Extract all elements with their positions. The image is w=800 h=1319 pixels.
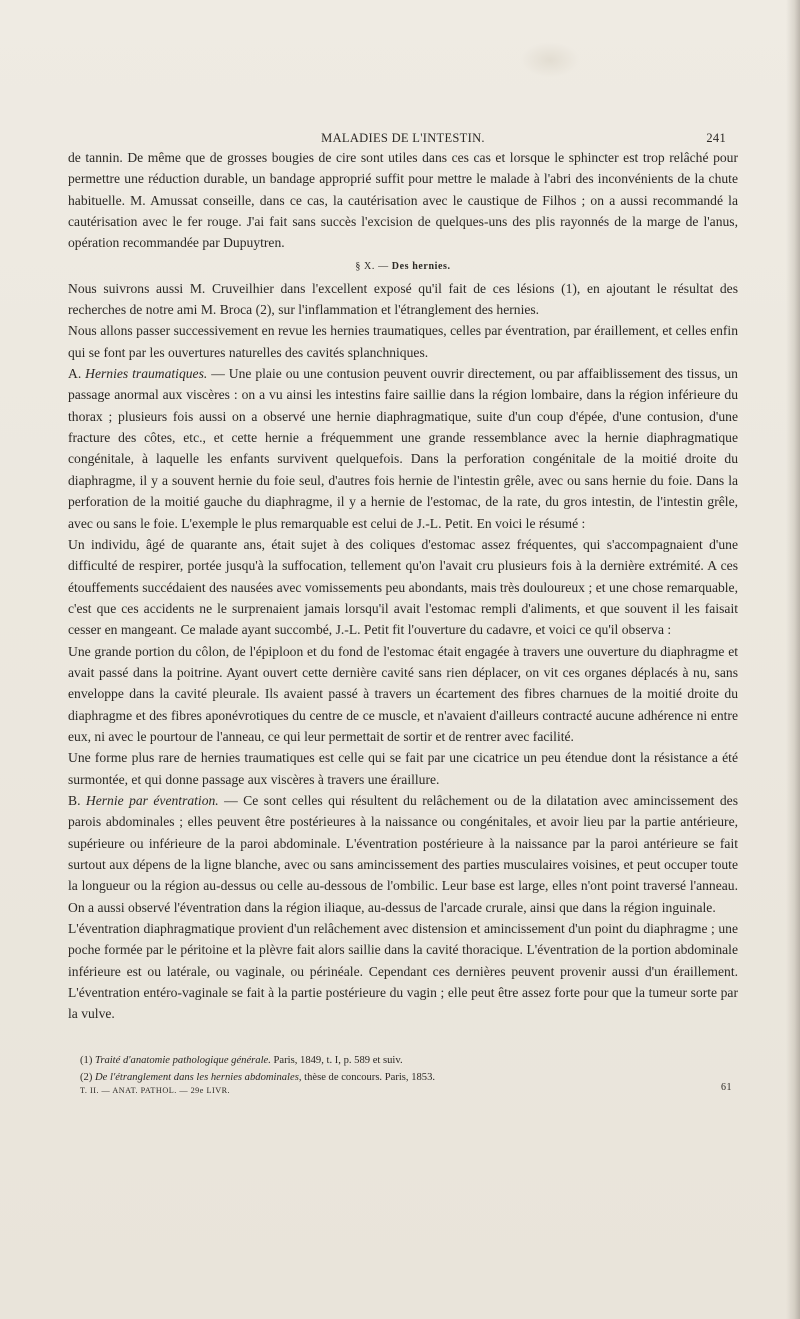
- paragraph-2: Nous suivrons aussi M. Cruveilhier dans l'excellent exposé qu'il fait de ces lésions (1), en ajoutant le résultat des recherches de notre ami M. Broca (2), sur l'inflammation et l'étranglement des hernies.: [68, 280, 738, 318]
- paragraph-8-text: — Ce sont celles qui résultent du relâchement ou de la dilatation avec amincissement des parois abdominales ; elles peuvent être postérieures à la naissance ou congénitales, et avoir lieu par la partie antérieure, supérieure ou inférieure de la paroi abdominale. L'éventration postérieure à la naissance par la paroi antérieure se fait surtout aux dépens de la ligne blanche, avec ou sans amincissement des parties musculaires voisines, et peut occuper toute la longueur ou la région au-dessus ou celle au-dessous de l'ombilic. Leur base est large, elles n'ont point traversé l'anneau. On a aussi observé l'éventration dans la région iliaque, au-dessus de l'arcade crurale, ainsi que dans la région inguinale.: [68, 792, 738, 915]
- paragraph-4: [68, 363, 738, 534]
- footnote-1: [80, 1052, 720, 1069]
- footnote-1-title: Traité d'anatomie pathologique générale.: [95, 1055, 271, 1066]
- section-heading-title: Des hernies.: [391, 260, 451, 272]
- sheet-number: 61: [721, 1082, 732, 1093]
- running-head: MALADIES DE L'INTESTIN.: [321, 131, 485, 145]
- paper-stain: [520, 42, 580, 78]
- paragraph-5: Un individu, âgé de quarante ans, était sujet à des coliques d'estomac assez fréquentes, qui s'accompagnaient d'une difficulté de respirer, portée jusqu'à la suffocation, tellement qu'on l'avait cru plusieurs fois à la dernière extrémité. A ces étouffements succédaient des nausées avec vomissements peu abondants, mais très douloureux ; et une chose remarquable, c'est que ces accidents ne le surprenaient jamais lorsqu'il avait l'estomac rempli d'aliments, et que souvent il les faisait cesser en mangeant. Ce malade ayant succombé, J.-L. Petit fit l'ouverture du cadavre, et voici ce qu'il observa :: [68, 536, 738, 638]
- paragraph-9: L'éventration diaphragmatique provient d'un relâchement avec distension et amincissement d'un point du diaphragme ; une poche formée par le péritoine et la plèvre fait alors saillie dans la cavité thoracique. L'éventration de la portion abdominale inférieure est ou latérale, ou vaginale, ou périnéale. Cependant ces dernières peuvent provenir aussi d'un éraillement. L'éventration entéro-vaginale se fait à la partie postérieure du vagin ; elle peut être assez forte pour que la tumeur sorte par la vulve.: [68, 921, 738, 1022]
- paragraph-8-label: B.: [68, 792, 81, 808]
- subhead-hernies-traumatiques: Hernies traumatiques.: [85, 366, 208, 382]
- paragraph-6: Une grande portion du côlon, de l'épiploon et du fond de l'estomac était engagée à travers une ouverture du diaphragme et avait passé dans la poitrine. Ayant ouvert cette dernière cavité sans rien déplacer, on vit ces organes déplacés à nu, sans enveloppe dans la cavité pleurale. Ils avaient passé à travers un écartement des fibres charnues de la moitié droite du diaphragme et des fibres aponévrotiques du centre de ce muscle, et n'avaient d'ailleurs contracté aucune adhérence ni entre eux, ni avec le pourtour de l'anneau, ce qui leur permettait de sortir et de rentrer avec facilité.: [68, 643, 738, 744]
- footnote-2: [80, 1069, 720, 1086]
- paragraph-3: Nous allons passer successivement en revue les hernies traumatiques, celles par éventration, par éraillement, et celles enfin qui se font par les ouvertures naturelles des cavités splanchniques.: [68, 323, 738, 360]
- footnote-1-number: (1): [80, 1055, 93, 1066]
- signature-text: T. II. — ANAT. PATHOL. — 29e LIVR.: [80, 1086, 231, 1095]
- section-heading-prefix: § X. —: [355, 260, 389, 272]
- subhead-hernie-eventration: Hernie par éventration.: [85, 792, 219, 808]
- footnote-2-title: De l'étranglement dans les hernies abdominales,: [95, 1072, 302, 1083]
- section-heading: [68, 258, 738, 275]
- footnote-1-rest: Paris, 1849, t. I, p. 589 et suiv.: [270, 1055, 403, 1066]
- footnotes: [80, 1052, 720, 1086]
- page-number: 241: [706, 131, 726, 145]
- footnote-2-number: (2): [80, 1072, 93, 1083]
- footnote-2-rest: thèse de concours. Paris, 1853.: [301, 1072, 436, 1083]
- page-header: [68, 131, 738, 147]
- paragraph-4-text: — Une plaie ou une contusion peuvent ouvrir directement, ou par affaiblissement des tissus, un passage anormal aux viscères : on a vu ainsi les intestins faire saillie dans la région lombaire, dans la région inférieure du thorax ; plusieurs fois aussi on a observé une hernie diaphragmatique, suite d'un coup d'épée, d'une contusion, d'une fracture des côtes, etc., et cette hernie a fréquemment une grande ressemblance avec la hernie diaphragmatique congénitale, à laquelle les enfants survivent quelquefois. Dans la perforation congénitale de la moitié droite du diaphragme, il y a souvent hernie du foie seul, d'autres fois hernie de l'intestin grêle, avec ou sans hernie du foie. Dans la perforation de la moitié gauche du diaphragme, il y a hernie de l'estomac, de la rate, du gros intestin, de l'intestin grêle, avec ou sans le foie. L'exemple le plus remarquable est celui de J.-L. Petit. En voici le résumé :: [68, 366, 738, 531]
- paragraph-8: [68, 790, 738, 918]
- paragraph-1: de tannin. De même que de grosses bougies de cire sont utiles dans ces cas et lorsque le sphincter est trop relâché pour permettre une réduction durable, un bandage approprié suffit pour mettre le malade à l'abri des inconvénients de la chute habituelle. M. Amussat conseille, dans ce cas, la cautérisation avec le caustique de Filhos ; on a aussi recommandé la cautérisation avec le fer rouge. J'ai fait sans succès l'excision de quelques-uns des plis rayonnés de la marge de l'anus, opération recommandée par Dupuytren.: [68, 150, 738, 251]
- paragraph-7: Une forme plus rare de hernies traumatiques est celle qui se fait par une cicatrice un peu étendue dont la résistance a été surmontée, et qui donne passage aux viscères à travers une éraillure.: [68, 750, 738, 787]
- paragraph-4-label: A.: [68, 366, 82, 382]
- binding-shadow: [786, 0, 800, 1319]
- body-text: [68, 147, 738, 1025]
- printer-signature: [80, 1082, 732, 1095]
